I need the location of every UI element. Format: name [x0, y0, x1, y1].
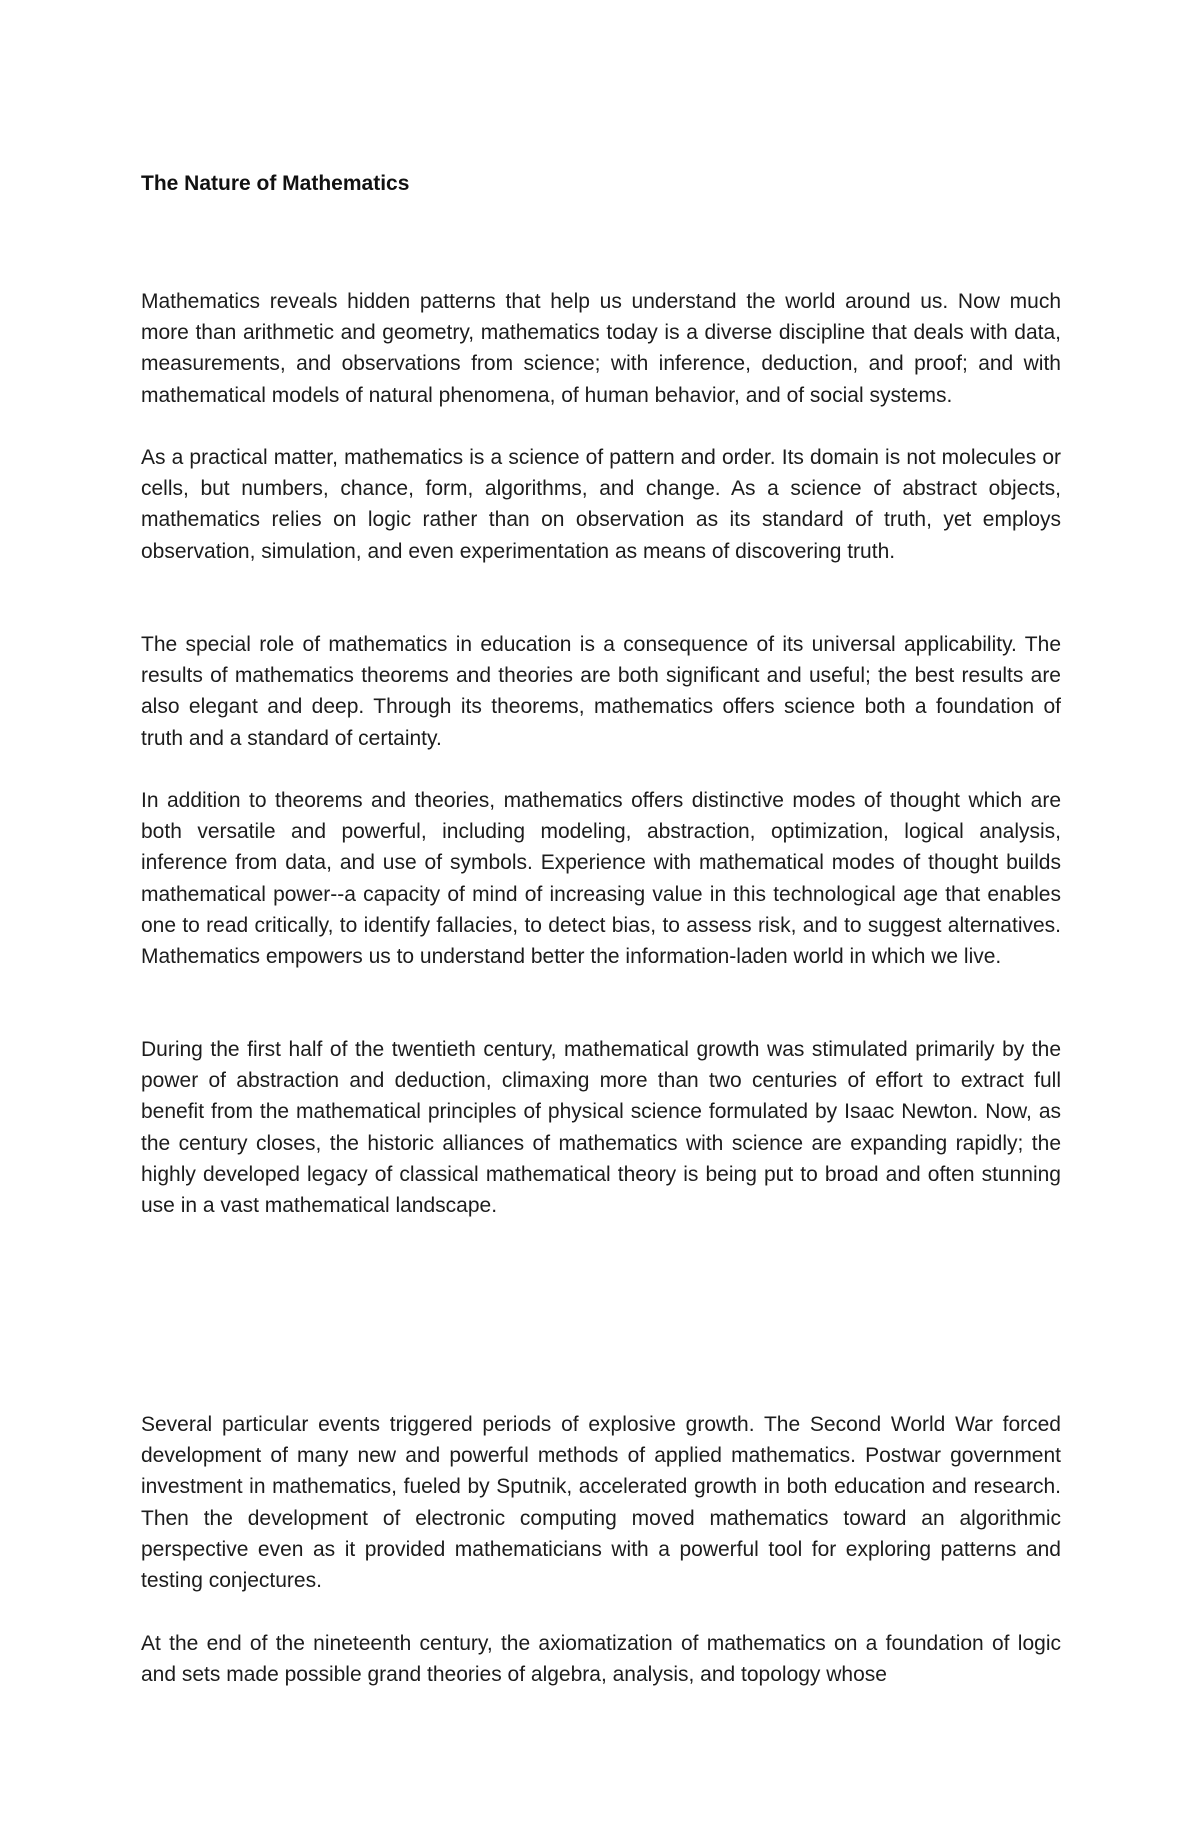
paragraph-education-role: The special role of mathematics in education is a consequence of its universal applicability. The results of mathematics theorems and theories are both significant and useful; the best results are also elegant and deep. Through its theorems, mathematics offers science both a foundation of truth and a standard of certainty.: [141, 633, 1061, 750]
paragraph-intro: Mathematics reveals hidden patterns that help us understand the world around us. Now much more than arithmetic and geometry, mathematics today is a diverse discipline that deals with data, measurements, and observations from science; with inference, deduction, and proof; and with mathematical models of natural phenomena, of human behavior, and of social systems.: [141, 290, 1061, 407]
paragraph-twentieth-century: During the first half of the twentieth century, mathematical growth was stimulated primarily by the power of abstraction and deduction, climaxing more than two centuries of effort to extract full benefit from the mathematical principles of physical science formulated by Isaac Newton. Now, as the century closes, the historic alliances of mathematics with science are expanding rapidly; the highly developed legacy of classical mathematical theory is being put to broad and often stunning use in a vast mathematical landscape.: [141, 1038, 1061, 1218]
paragraph-explosive-growth: Several particular events triggered periods of explosive growth. The Second World War forced development of many new and powerful methods of applied mathematics. Postwar government investment in mathematics, fueled by Sputnik, accelerated growth in both education and research. Then the development of electronic computing moved mathematics toward an algorithmic perspective even as it provided mathematicians with a powerful tool for exploring patterns and testing conjectures.: [141, 1413, 1061, 1593]
paragraph-axiomatization: At the end of the nineteenth century, the axiomatization of mathematics on a foundation of logic and sets made possible grand theories of algebra, analysis, and topology whose: [141, 1632, 1061, 1687]
document-title: The Nature of Mathematics: [141, 172, 410, 195]
document-page: [141, 0, 1061, 1835]
paragraph-modes-of-thought: In addition to theorems and theories, mathematics offers distinctive modes of thought which are both versatile and powerful, including modeling, abstraction, optimization, logical analysis, inference from data, and use of symbols. Experience with mathematical modes of thought builds mathematical power--a capacity of mind of increasing value in this technological age that enables one to read critically, to identify fallacies, to detect bias, to assess risk, and to suggest alternatives. Mathematics empowers us to understand better the information-laden world in which we live.: [141, 789, 1061, 969]
paragraph-practical-matter: As a practical matter, mathematics is a science of pattern and order. Its domain is not molecules or cells, but numbers, chance, form, algorithms, and change. As a science of abstract objects, mathematics relies on logic rather than on observation as its standard of truth, yet employs observation, simulation, and even experimentation as means of discovering truth.: [141, 446, 1061, 563]
